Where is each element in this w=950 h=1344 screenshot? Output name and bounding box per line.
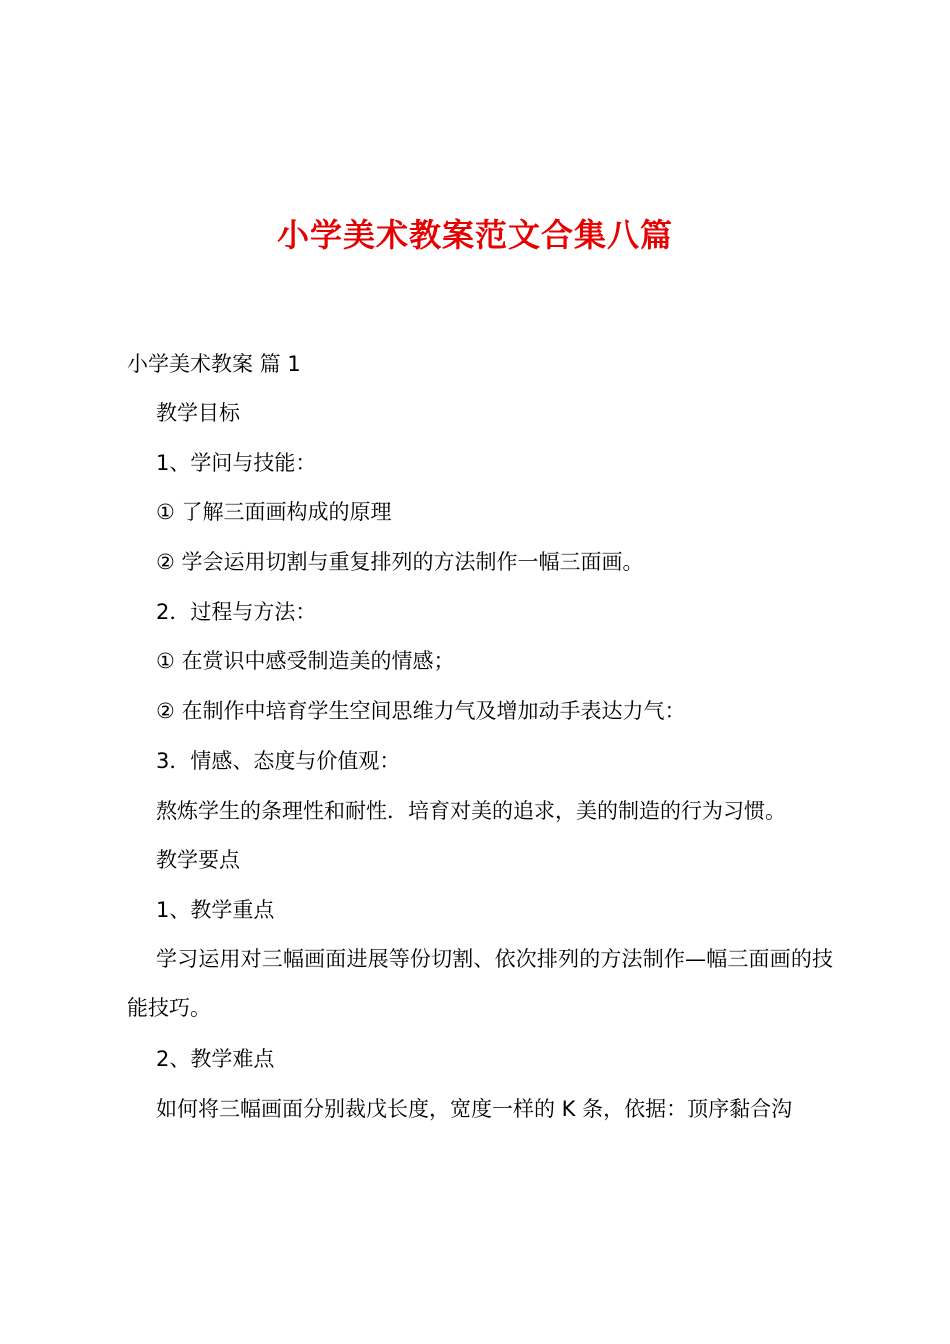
paragraph: 学习运用对三幅画面进展等份切割、依次排列的方法制作—幅三面画的技能技巧。 <box>127 946 833 1021</box>
paragraph: ② 在制作中培育学生空间思维力气及增加动手表达力气： <box>156 699 686 724</box>
paragraph: 1、教学重点 <box>156 897 275 922</box>
paragraph: 教学目标 <box>156 401 240 425</box>
paragraph: 2、教学难点 <box>156 1046 275 1071</box>
paragraph: ② 学会运用切割与重复排列的方法制作一幅三面画。 <box>156 550 644 575</box>
document-body <box>127 395 833 1140</box>
paragraph: ① 了解三面画构成的原理 <box>156 500 392 525</box>
paragraph: 1、学问与技能： <box>156 450 317 475</box>
document-title: 小学美术教案范文合集八篇 <box>276 216 673 254</box>
paragraph: 2．过程与方法： <box>156 599 317 624</box>
paragraph: 熬炼学生的条理性和耐性．培育对美的追求，美的制造的行为习惯。 <box>156 798 786 823</box>
paragraph: 教学要点 <box>156 848 240 873</box>
paragraph: 3．情感、态度与价值观： <box>156 748 401 773</box>
paragraph: ① 在赏识中感受制造美的情感； <box>156 649 455 674</box>
section-heading: 小学美术教案 篇 1 <box>127 352 301 376</box>
paragraph: 如何将三幅画面分别裁戊长度，宽度一样的 K 条，依据：顶序黏合沟 <box>156 1096 793 1121</box>
